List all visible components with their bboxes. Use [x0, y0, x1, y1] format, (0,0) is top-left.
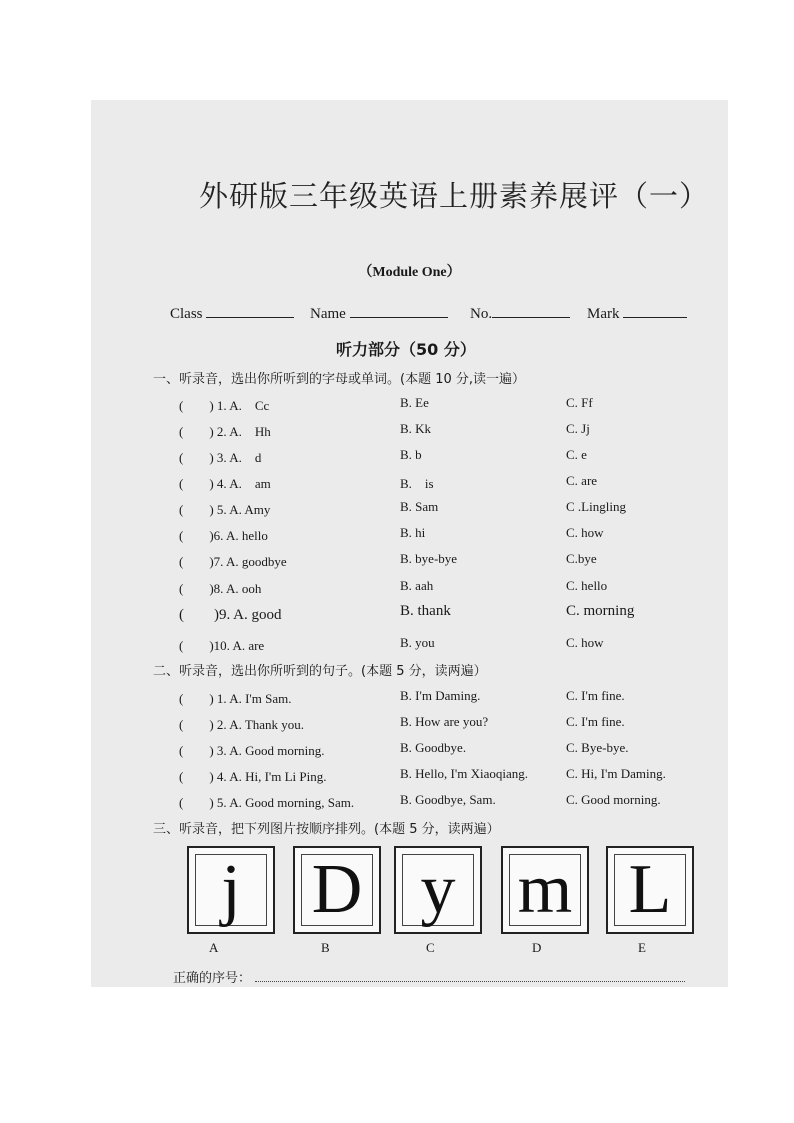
option-c: C. how — [566, 525, 604, 540]
option-b: B. I'm Daming. — [400, 688, 481, 703]
letter-glyph: D — [311, 851, 363, 928]
exam-title: 外研版三年级英语上册素养展评（一） — [199, 179, 710, 213]
question-stem[interactable]: ( ) 3. A. Good morning. — [179, 743, 325, 758]
option-c: C. Hi, I'm Daming. — [566, 766, 666, 781]
question-stem[interactable]: ( ) 4. A. am — [179, 476, 271, 491]
part1-question-7 — [91, 551, 728, 571]
part2-question-1 — [91, 688, 728, 708]
name-field — [310, 303, 448, 323]
part2-question-4 — [91, 766, 728, 786]
answer-row — [173, 967, 685, 986]
question-stem[interactable]: ( )7. A. goodbye — [179, 554, 287, 569]
card-label-a: A — [209, 940, 219, 955]
option-c: C. I'm fine. — [566, 688, 625, 703]
question-stem[interactable]: ( )10. A. are — [179, 638, 265, 653]
question-stem[interactable]: ( ) 1. A. I'm Sam. — [179, 691, 292, 706]
part1-question-4 — [91, 473, 728, 493]
question-stem[interactable]: ( ) 4. A. Hi, I'm Li Ping. — [179, 769, 327, 784]
option-b: B. hi — [400, 525, 426, 540]
option-c: C. how — [566, 635, 604, 650]
name-blank[interactable] — [350, 303, 448, 318]
question-stem[interactable]: ( ) 5. A. Good morning, Sam. — [179, 795, 355, 810]
answer-label: 正确的序号： — [173, 971, 252, 986]
answer-blank[interactable] — [255, 970, 685, 982]
part1-question-9 — [91, 603, 728, 623]
option-b: B. Sam — [400, 499, 439, 514]
letter-glyph: L — [628, 851, 672, 928]
part2-question-5 — [91, 792, 728, 812]
option-c: C. e — [566, 447, 587, 462]
option-c: C. Jj — [566, 421, 590, 436]
option-b: B. bye-bye — [400, 551, 458, 566]
question-stem[interactable]: ( ) 2. A. Hh — [179, 424, 271, 439]
option-c: C. are — [566, 473, 598, 488]
letter-card-e — [606, 846, 694, 934]
number-field — [470, 303, 570, 323]
letter-card-d — [501, 846, 589, 934]
option-c: C .Lingling — [566, 499, 626, 514]
part1-question-1 — [91, 395, 728, 415]
name-label: Name — [310, 306, 346, 322]
part2-heading: 二、听录音，选出你所听到的句子。(本题 5 分，读两遍） — [153, 664, 487, 679]
question-stem[interactable]: ( )8. A. ooh — [179, 581, 262, 596]
class-field — [170, 303, 294, 323]
part2-question-3 — [91, 740, 728, 760]
option-c: C. Bye-bye. — [566, 740, 629, 755]
option-b: B. b — [400, 447, 422, 462]
letter-card-a — [187, 846, 275, 934]
class-blank[interactable] — [206, 303, 294, 318]
card-label-e: E — [638, 940, 646, 955]
part1-question-2 — [91, 421, 728, 441]
option-b: B. aah — [400, 578, 434, 593]
option-b: B. thank — [400, 603, 451, 619]
option-b: B. Goodbye, Sam. — [400, 792, 496, 807]
part1-question-6 — [91, 525, 728, 545]
card-label-d: D — [532, 940, 542, 955]
part1-question-10 — [91, 635, 728, 655]
option-b: B. How are you? — [400, 714, 489, 729]
option-b: B. is — [400, 476, 434, 491]
number-label: No. — [470, 306, 493, 322]
question-stem[interactable]: ( ) 1. A. Cc — [179, 398, 270, 413]
listening-section-header: 听力部分（50 分） — [336, 340, 476, 359]
part1-question-8 — [91, 578, 728, 598]
option-c: C. morning — [566, 603, 635, 619]
card-label-c: C — [426, 940, 435, 955]
option-b: B. Ee — [400, 395, 429, 410]
question-stem[interactable]: ( ) 2. A. Thank you. — [179, 717, 305, 732]
question-stem[interactable]: ( )9. A. good — [179, 607, 282, 623]
number-blank[interactable] — [492, 303, 570, 318]
letter-glyph: y — [420, 851, 456, 928]
option-c: C. Ff — [566, 395, 593, 410]
letter-card-c — [394, 846, 482, 934]
class-label: Class — [170, 306, 203, 322]
option-c: C.bye — [566, 551, 597, 566]
question-stem[interactable]: ( )6. A. hello — [179, 528, 268, 543]
part1-question-3 — [91, 447, 728, 467]
mark-field — [587, 303, 687, 323]
letter-card-b — [293, 846, 381, 934]
letter-glyph: j — [221, 851, 241, 928]
option-c: C. I'm fine. — [566, 714, 625, 729]
option-c: C. hello — [566, 578, 608, 593]
mark-label: Mark — [587, 306, 620, 322]
exam-sheet — [91, 100, 728, 987]
question-stem[interactable]: ( ) 5. A. Amy — [179, 502, 271, 517]
question-stem[interactable]: ( ) 3. A. d — [179, 450, 262, 465]
mark-blank[interactable] — [623, 303, 687, 318]
option-b: B. Hello, I'm Xiaoqiang. — [400, 766, 528, 781]
option-b: B. Goodbye. — [400, 740, 467, 755]
part2-question-2 — [91, 714, 728, 734]
option-b: B. you — [400, 635, 435, 650]
part3-heading: 三、听录音，把下列图片按顺序排列。(本题 5 分，读两遍） — [153, 822, 500, 837]
module-subtitle: （Module One） — [358, 265, 461, 280]
part1-question-5 — [91, 499, 728, 519]
option-b: B. Kk — [400, 421, 432, 436]
letter-glyph: m — [517, 851, 573, 928]
card-label-b: B — [321, 940, 330, 955]
part1-heading: 一、听录音，选出你所听到的字母或单词。(本题 10 分,读一遍） — [153, 372, 526, 387]
option-c: C. Good morning. — [566, 792, 661, 807]
